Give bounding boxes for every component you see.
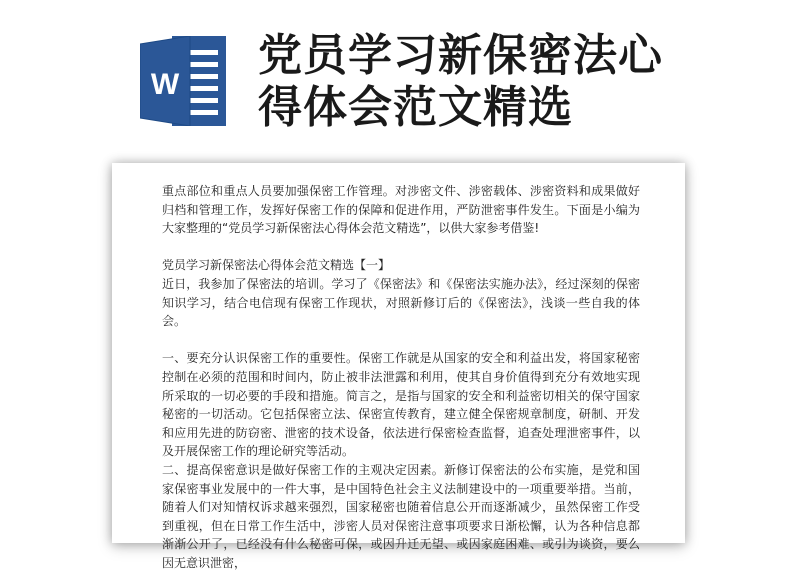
point-2-paragraph: 二、提高保密意识是做好保密工作的主观决定因素。新修订保密法的公布实施，是党和国家保密事业发展中的一件大事，是中国特色社会主义法制建设中的一项重要举措。当前，随着人们对知情权诉求越来强烈，国家秘密也随着信息公开而逐渐减少，虽然保密工作受到重视，但在日常工作生活中，涉密人员对保密注意事项要求日渐松懈，认为各种信息都渐渐公开了，已经没有什么秘密可保，或因升迁无望、或因家庭困难、或引为谈资，要么因无意识泄密， [162, 462, 640, 570]
section-intro-paragraph: 近日，我参加了保密法的培训。学习了《保密法》和《保密法实施办法》，经过深刻的保密知识学习，结合电信现有保密工作现状，对照新修订后的《保密法》，浅谈一些自我的体会。 [162, 276, 640, 329]
page-title: 党员学习新保密法心得体会范文精选 [258, 30, 663, 133]
section-title: 党员学习新保密法心得体会范文精选【一】 [162, 258, 391, 273]
word-icon-letter: W [150, 68, 180, 101]
intro-paragraph: 重点部位和重点人员要加强保密工作管理。对涉密文件、涉密载体、涉密资料和成果做好归档和管理工作，发挥好保密工作的保障和促进作用，严防泄密事件发生。下面是小编为大家整理的“党员学习新保密法心得体会范文精选”，以供大家参考借鉴! [162, 184, 640, 236]
paragraph-gap [162, 331, 640, 350]
header [0, 0, 800, 160]
point-1-paragraph: 一、要充分认识保密工作的重要性。保密工作就是从国家的安全和利益出发，将国家秘密控制在必须的范围和时间内，防止被非法泄露和利用，使其自身价值得到充分有效地实现所采取的一切必要的手段和措施。简言之，是指与国家的安全和利益密切相关的保守国家秘密的一切活动。它包括保密立法、保密宣传教育，建立健全保密规章制度，研制、开发和应用先进的防窃密、泄密的技术设备，依法进行保密检查监督，追查处理泄密事件，以及开展保密工作的理论研究等活动。 [162, 351, 640, 459]
word-document-icon [140, 36, 226, 126]
document-body [162, 182, 640, 572]
paragraph-gap [162, 238, 640, 257]
